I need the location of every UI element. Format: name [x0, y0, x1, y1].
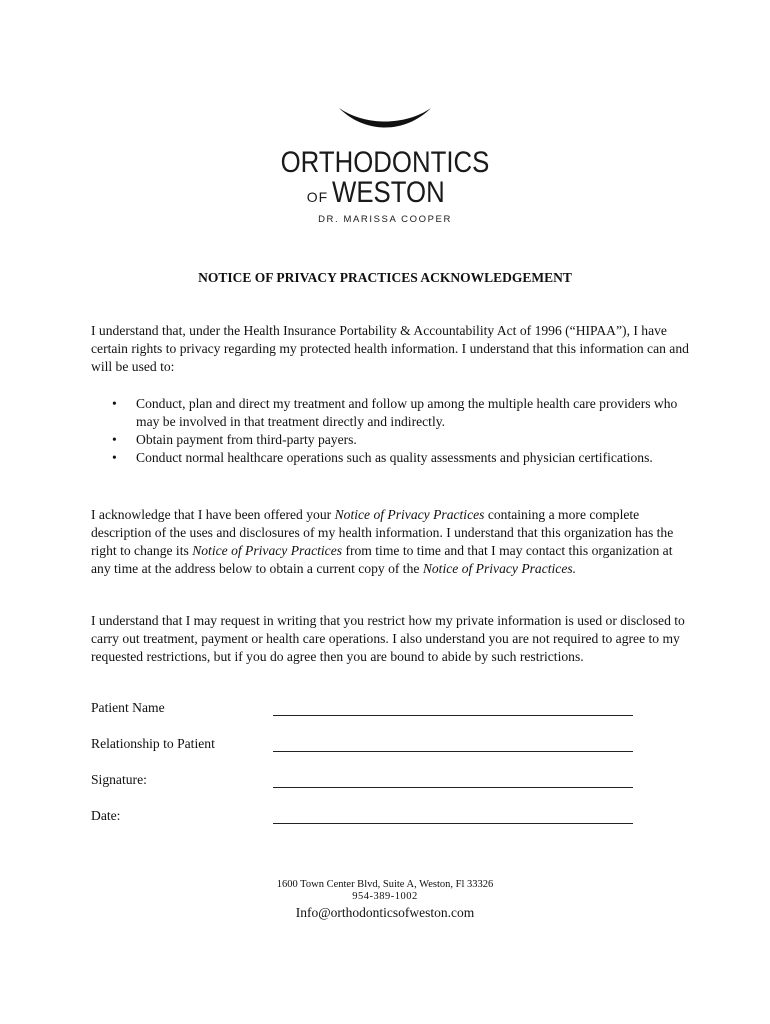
signature-label: Signature: — [91, 772, 147, 787]
paragraph-acknowledge — [91, 506, 691, 578]
uses-list — [91, 395, 691, 467]
text-span: from time to time and that I may contact this organization at any time at the address below to obtain a current copy of the — [91, 543, 673, 576]
logo-doctor-name: DR. MARISSA COOPER — [318, 214, 452, 225]
paragraph-hipaa: I understand that, under the Health Insurance Portability & Accountability Act of 1996 (“HIPAA”), I have certain rights to privacy regarding my protected health information. I understand that this information can and will be used to: — [91, 323, 689, 374]
logo-orthodontics: ORTHODONTICS — [280, 146, 490, 179]
bullet-icon: • — [112, 432, 117, 447]
paragraph-restrictions: I understand that I may request in writing that you restrict how my private information is used or disclosed to carry out treatment, payment or health care operations. I also understand you are not required to agree to my requested restrictions, but if you do agree then you are bound to abide by such restrictions. — [91, 613, 685, 664]
document-title: NOTICE OF PRIVACY PRACTICES ACKNOWLEDGEMENT — [198, 270, 572, 285]
list-item-text: Conduct, plan and direct my treatment and follow up among the multiple health care providers who may be involved in that treatment directly and indirectly. — [136, 396, 678, 429]
footer-phone: 954-389-1002 — [352, 891, 418, 902]
bullet-icon: • — [112, 396, 117, 411]
text-span: containing a more complete description of the uses and disclosures of my health information. I understand that this organization has the right to change its — [91, 507, 674, 558]
list-item — [91, 431, 691, 449]
list-item — [91, 395, 691, 431]
bullet-icon: • — [112, 450, 117, 465]
list-item-text: Obtain payment from third-party payers. — [136, 432, 357, 447]
text-span: I acknowledge that I have been offered your — [91, 507, 335, 522]
footer-address: 1600 Town Center Blvd, Suite A, Weston, Fl 33326 — [276, 879, 494, 890]
notice-title-italic: Notice of Privacy Practices — [192, 543, 343, 558]
signature-field[interactable] — [273, 787, 633, 788]
date-field[interactable] — [273, 823, 633, 824]
logo-weston: WESTON — [332, 176, 445, 209]
date-row — [91, 808, 651, 828]
notice-title-italic: Notice of Privacy Practices — [334, 507, 485, 522]
relationship-label: Relationship to Patient — [91, 736, 215, 751]
smile-arc-icon — [335, 100, 435, 140]
patient-name-field[interactable] — [273, 715, 633, 716]
notice-title-italic: Notice of Privacy Practices. — [422, 561, 577, 576]
relationship-row — [91, 736, 651, 756]
logo-of: OF — [306, 189, 329, 205]
relationship-field[interactable] — [273, 751, 633, 752]
patient-name-label: Patient Name — [91, 700, 165, 715]
list-item — [91, 449, 691, 467]
date-label: Date: — [91, 808, 121, 823]
patient-name-row — [91, 700, 651, 720]
list-item-text: Conduct normal healthcare operations such as quality assessments and physician certifications. — [136, 450, 653, 465]
footer-email: Info@orthodonticsofweston.com — [295, 905, 475, 920]
logo-of-weston — [0, 176, 770, 210]
signature-row — [91, 772, 651, 792]
